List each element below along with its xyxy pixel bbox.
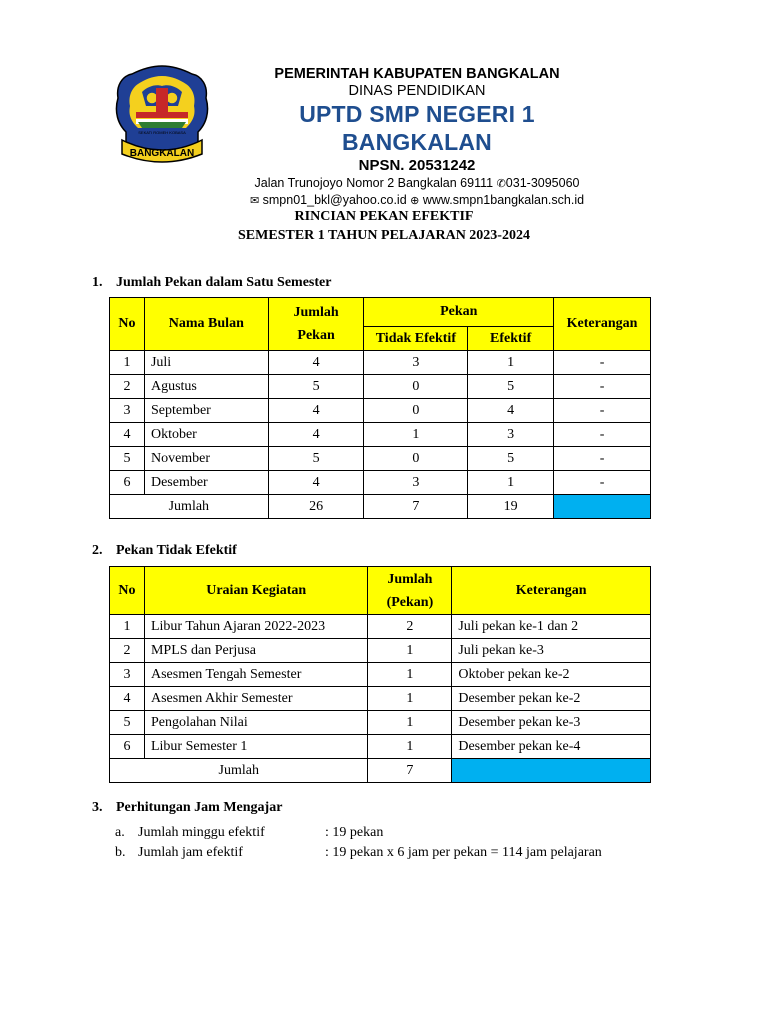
- cell-no: 1: [110, 615, 145, 639]
- contact-line: [222, 192, 612, 209]
- calc-label: Jumlah minggu efektif: [138, 825, 265, 840]
- cell-keterangan: Desember pekan ke-3: [452, 711, 651, 735]
- cell-jumlah: 1: [368, 735, 452, 759]
- cell-bulan: Juli: [144, 351, 268, 375]
- cell-efektif: 5: [468, 447, 554, 471]
- header-no: No: [110, 298, 145, 351]
- total-keterangan-fill: [554, 495, 651, 519]
- bangkalan-logo: [112, 62, 212, 174]
- cell-jumlah: 4: [268, 351, 364, 375]
- header-jumlah-l1: Jumlah: [293, 305, 339, 320]
- cell-keterangan: Juli pekan ke-1 dan 2: [452, 615, 651, 639]
- address-line: [222, 175, 612, 192]
- cell-efektif: 3: [468, 423, 554, 447]
- cell-no: 4: [110, 687, 145, 711]
- section1-title: Jumlah Pekan dalam Satu Semester: [116, 275, 332, 290]
- table-row: [110, 423, 651, 447]
- header-jumlah-pekan: [268, 298, 364, 351]
- table-row: [110, 351, 651, 375]
- cell-tidak-efektif: 3: [364, 471, 468, 495]
- section3-number: 3.: [92, 800, 103, 815]
- logo-motto: SEKATI ROMEH KOBASA: [138, 130, 186, 135]
- header-jumlah-l2: Pekan: [297, 328, 335, 343]
- header-jumlah-l1: Jumlah: [387, 571, 433, 587]
- cell-keterangan: Desember pekan ke-2: [452, 687, 651, 711]
- cell-bulan: Agustus: [144, 375, 268, 399]
- header-no: No: [110, 567, 145, 615]
- cell-efektif: 1: [468, 351, 554, 375]
- cell-uraian: Asesmen Akhir Semester: [144, 687, 367, 711]
- cell-keterangan: Juli pekan ke-3: [452, 639, 651, 663]
- section1-heading: [92, 275, 331, 291]
- header-nama-bulan: Nama Bulan: [144, 298, 268, 351]
- phone: 031-3095060: [505, 176, 580, 190]
- cell-uraian: Libur Semester 1: [144, 735, 367, 759]
- header-efektif: Efektif: [468, 327, 554, 351]
- cell-keterangan: -: [554, 423, 651, 447]
- cell-bulan: September: [144, 399, 268, 423]
- cell-tidak-efektif: 1: [364, 423, 468, 447]
- table-row: [110, 447, 651, 471]
- cell-no: 2: [110, 639, 145, 663]
- header-tidak-efektif: Tidak Efektif: [364, 327, 468, 351]
- cell-tidak-efektif: 0: [364, 447, 468, 471]
- cell-tidak-efektif: 3: [364, 351, 468, 375]
- table-row: [110, 471, 651, 495]
- cell-keterangan: -: [554, 375, 651, 399]
- cell-jumlah: 2: [368, 615, 452, 639]
- table-row: [110, 375, 651, 399]
- cell-uraian: Pengolahan Nilai: [144, 711, 367, 735]
- calc-value: : 19 pekan: [325, 825, 384, 840]
- cell-jumlah: 4: [268, 471, 364, 495]
- total-jumlah: 7: [368, 759, 452, 783]
- total-row: [110, 759, 651, 783]
- cell-jumlah: 5: [268, 375, 364, 399]
- cell-keterangan: -: [554, 351, 651, 375]
- table-pekan-tidak-efektif: [109, 566, 651, 783]
- table-row: [110, 735, 651, 759]
- cell-keterangan: Oktober pekan ke-2: [452, 663, 651, 687]
- total-row: [110, 495, 651, 519]
- cell-efektif: 5: [468, 375, 554, 399]
- cell-bulan: November: [144, 447, 268, 471]
- cell-no: 6: [110, 735, 145, 759]
- total-keterangan-fill: [452, 759, 651, 783]
- cell-no: 1: [110, 351, 145, 375]
- phone-icon: ✆: [496, 178, 506, 190]
- table-row: [110, 663, 651, 687]
- cell-jumlah: 1: [368, 663, 452, 687]
- cell-tidak-efektif: 0: [364, 399, 468, 423]
- logo-text: BANGKALAN: [129, 148, 195, 159]
- cell-jumlah: 1: [368, 639, 452, 663]
- cell-no: 3: [110, 663, 145, 687]
- cell-no: 5: [110, 447, 145, 471]
- section1-number: 1.: [92, 275, 103, 290]
- email: smpn01_bkl@yahoo.co.id: [262, 193, 407, 207]
- cell-keterangan: -: [554, 447, 651, 471]
- total-jumlah: 26: [268, 495, 364, 519]
- section2-heading: [92, 543, 237, 559]
- section2-title: Pekan Tidak Efektif: [116, 543, 237, 558]
- total-efektif: 19: [468, 495, 554, 519]
- total-label: Jumlah: [110, 495, 269, 519]
- cell-efektif: 1: [468, 471, 554, 495]
- cell-jumlah: 1: [368, 687, 452, 711]
- section3-heading: [92, 800, 282, 816]
- table-row: [110, 711, 651, 735]
- calc-letter: a.: [115, 825, 125, 840]
- calc-label: Jumlah jam efektif: [138, 845, 243, 860]
- cell-jumlah: 1: [368, 711, 452, 735]
- cell-no: 5: [110, 711, 145, 735]
- header-jumlah-pekan: [368, 567, 452, 615]
- mail-icon: ✉: [249, 195, 260, 207]
- calc-value: : 19 pekan x 6 jam per pekan = 114 jam pelajaran: [325, 845, 602, 860]
- header-jumlah-l2: (Pekan): [386, 594, 434, 610]
- cell-tidak-efektif: 0: [364, 375, 468, 399]
- header-keterangan: Keterangan: [554, 298, 651, 351]
- address: Jalan Trunojoyo Nomor 2 Bangkalan 69111: [254, 176, 494, 190]
- website: www.smpn1bangkalan.sch.id: [422, 193, 585, 207]
- letterhead: [222, 66, 612, 209]
- section2-number: 2.: [92, 543, 103, 558]
- cell-keterangan: Desember pekan ke-4: [452, 735, 651, 759]
- cell-uraian: MPLS dan Perjusa: [144, 639, 367, 663]
- calc-letter: b.: [115, 845, 126, 860]
- header-keterangan: Keterangan: [452, 567, 651, 615]
- cell-uraian: Libur Tahun Ajaran 2022-2023: [144, 615, 367, 639]
- cell-uraian: Asesmen Tengah Semester: [144, 663, 367, 687]
- header-uraian: Uraian Kegiatan: [144, 567, 367, 615]
- dept-name: DINAS PENDIDIKAN: [348, 83, 486, 99]
- cell-no: 2: [110, 375, 145, 399]
- cell-no: 6: [110, 471, 145, 495]
- school-name: UPTD SMP NEGERI 1 BANGKALAN: [299, 101, 535, 155]
- document-title: RINCIAN PEKAN EFEKTIF: [294, 209, 474, 224]
- table-row: [110, 399, 651, 423]
- document-subtitle: SEMESTER 1 TAHUN PELAJARAN 2023-2024: [238, 228, 530, 243]
- cell-jumlah: 4: [268, 399, 364, 423]
- gov-name: PEMERINTAH KABUPATEN BANGKALAN: [274, 66, 560, 82]
- cell-bulan: Oktober: [144, 423, 268, 447]
- total-label: Jumlah: [110, 759, 368, 783]
- cell-jumlah: 5: [268, 447, 364, 471]
- table-row: [110, 615, 651, 639]
- section3-title: Perhitungan Jam Mengajar: [116, 800, 283, 815]
- cell-keterangan: -: [554, 399, 651, 423]
- table-row: [110, 639, 651, 663]
- cell-no: 4: [110, 423, 145, 447]
- header-pekan: Pekan: [364, 298, 554, 327]
- globe-icon: ⊕: [410, 195, 420, 207]
- cell-bulan: Desember: [144, 471, 268, 495]
- cell-efektif: 4: [468, 399, 554, 423]
- total-tidak-efektif: 7: [364, 495, 468, 519]
- table-row: [110, 687, 651, 711]
- cell-jumlah: 4: [268, 423, 364, 447]
- table-pekan-semester: [109, 297, 651, 519]
- cell-no: 3: [110, 399, 145, 423]
- cell-keterangan: -: [554, 471, 651, 495]
- npsn: NPSN. 20531242: [358, 157, 476, 174]
